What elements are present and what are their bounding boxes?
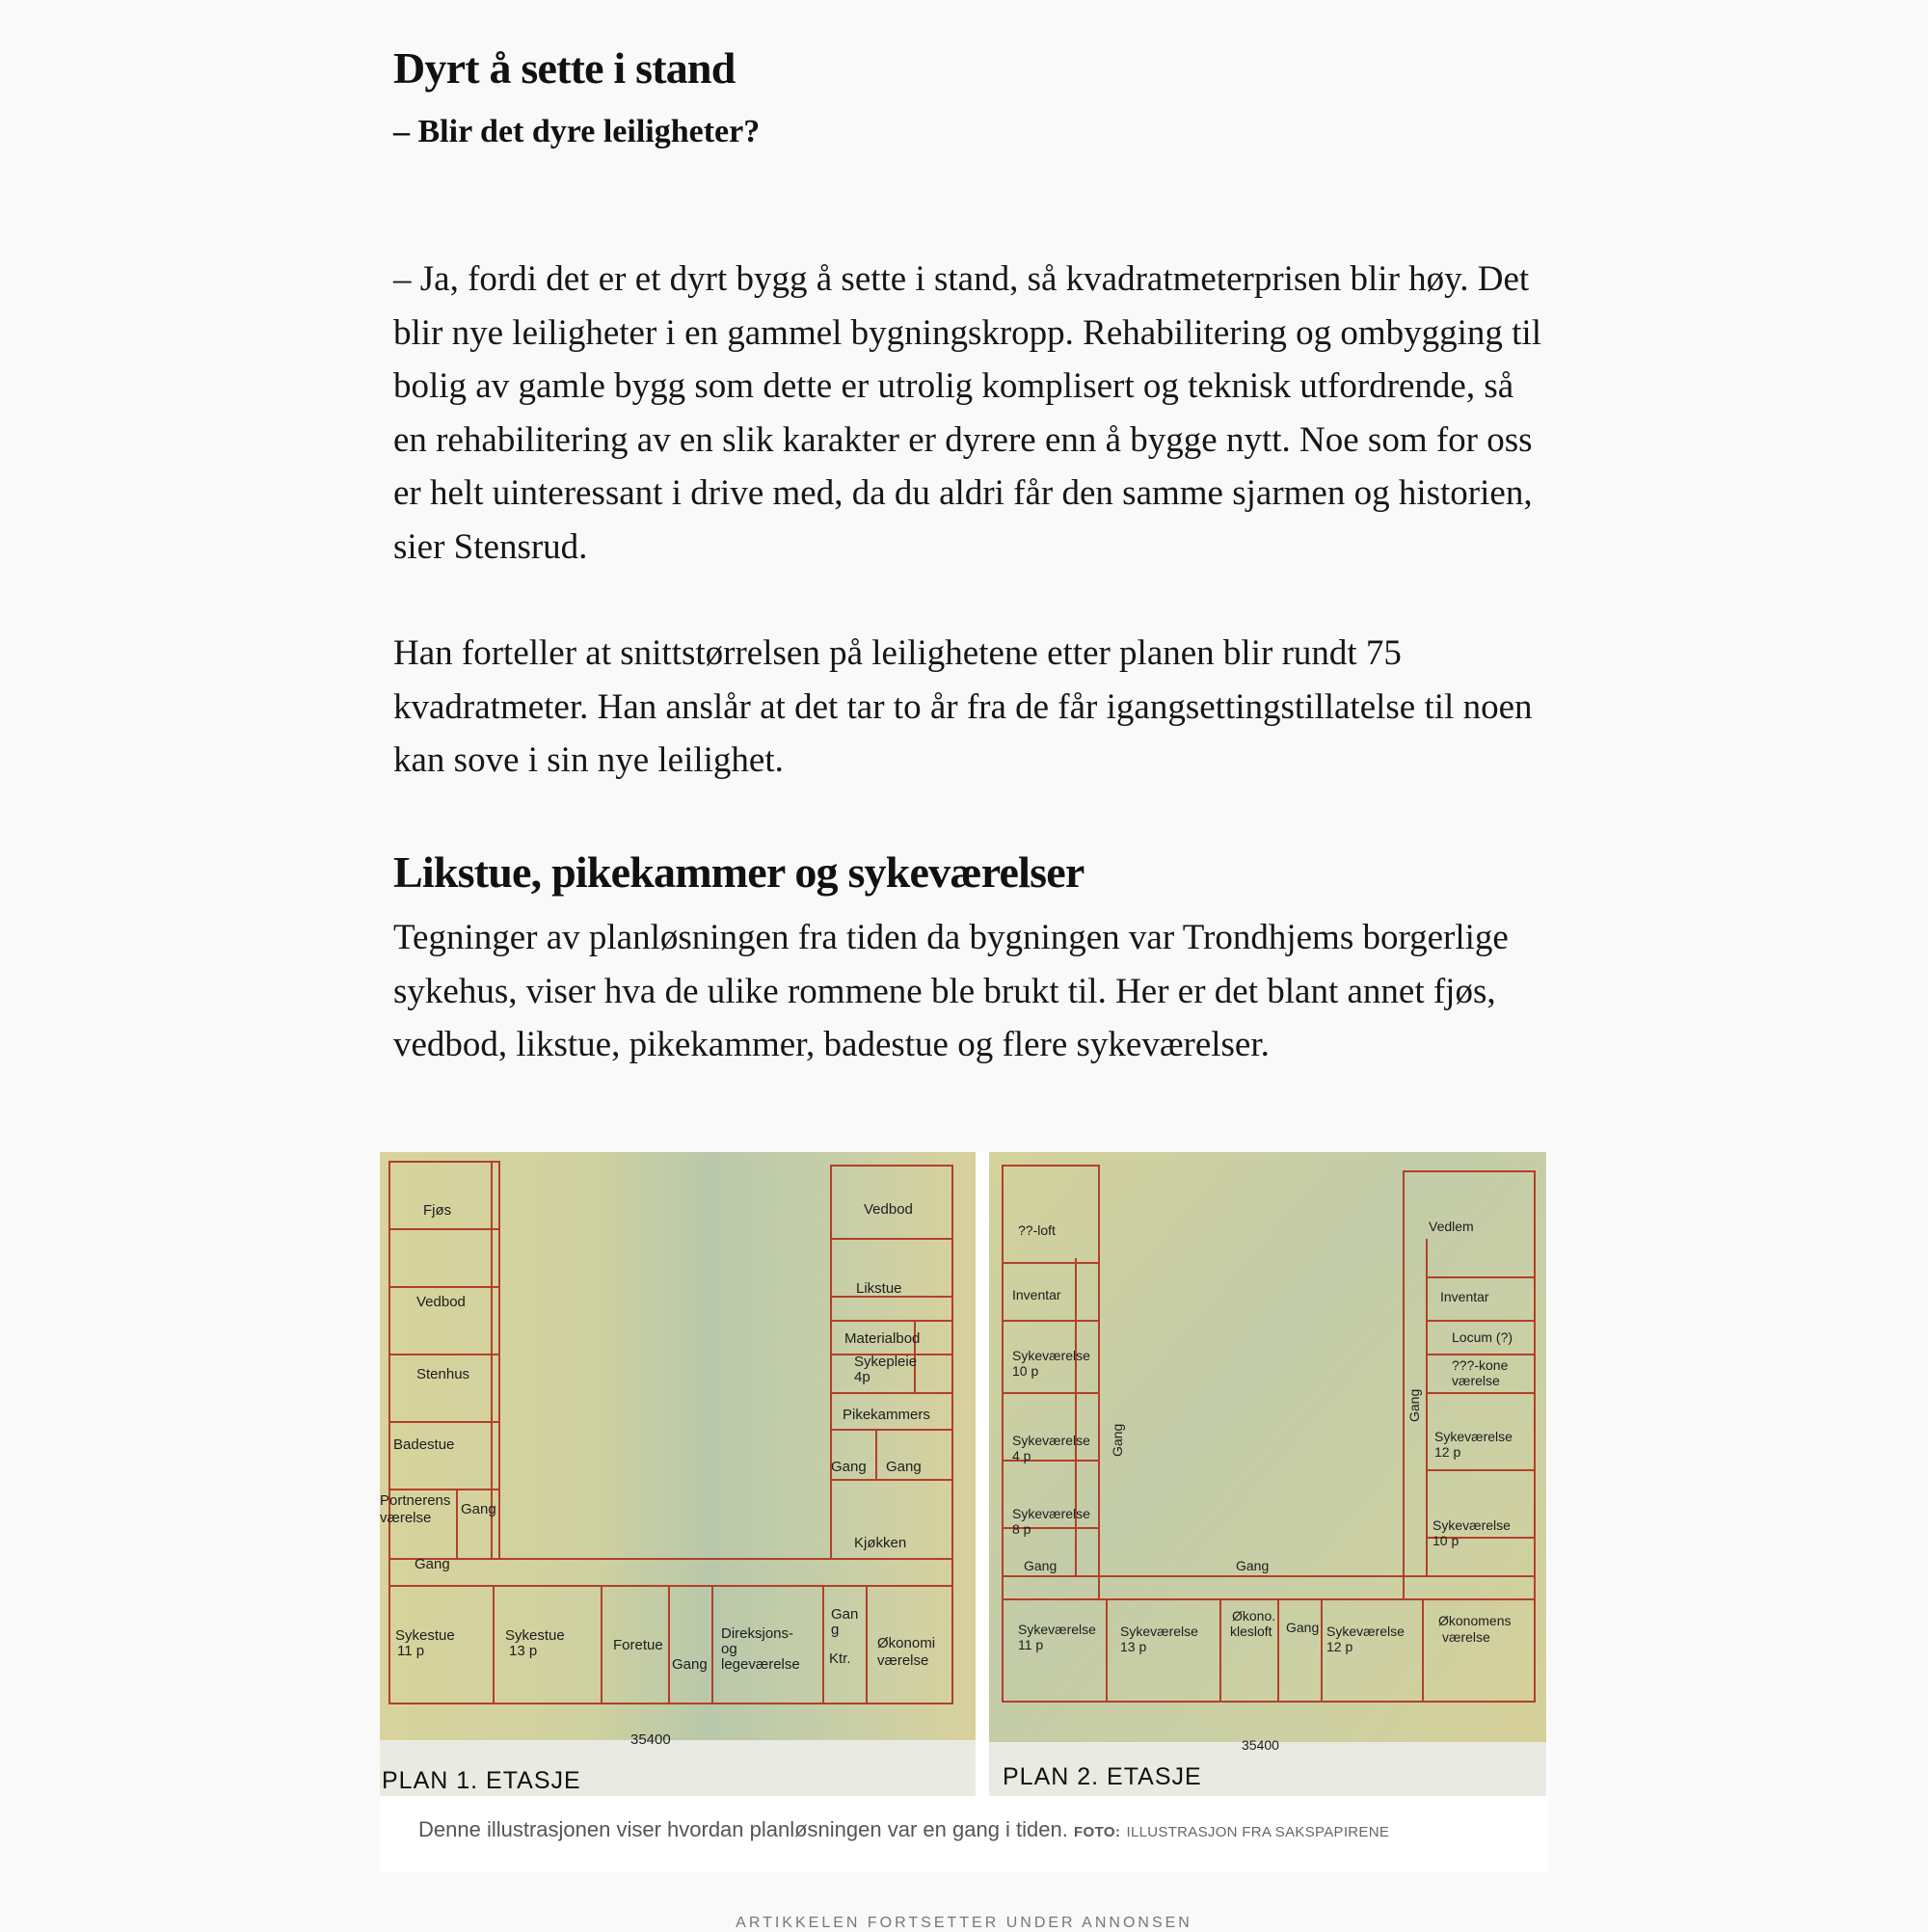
room-label: Gang (1236, 1558, 1270, 1573)
room-label: Sykeværelse (1433, 1517, 1511, 1533)
plan-2-title: PLAN 2. ETASJE (1003, 1763, 1202, 1790)
room-label: 8 p (1012, 1521, 1031, 1537)
room-label: 11 p (397, 1643, 425, 1659)
room-label: Locum (?) (1452, 1329, 1513, 1345)
room-label: Vedlem (1429, 1219, 1474, 1234)
room-label: Sykestue (505, 1627, 565, 1644)
paragraph-drawings: Tegninger av planløsningen fra tiden da bygningen var Trondhjems borgerlige sykehus, viser hva de ulike rommene ble brukt til. Her er det blant annet fjøs, vedbod, likstue, pikekammer, badestue og flere sykeværelser. (393, 918, 1509, 1064)
room-label: Sykeværelse (1434, 1429, 1513, 1444)
room-label: Ktr. (829, 1650, 851, 1667)
figure-caption (418, 1817, 1389, 1842)
floor-plan-2-image[interactable] (989, 1152, 1546, 1796)
room-label: Sykeværelse (1018, 1622, 1096, 1637)
room-label: Inventar (1440, 1289, 1489, 1304)
section-heading-dyrt: Dyrt å sette i stand (393, 43, 736, 93)
plan-number: 35400 (1242, 1737, 1279, 1753)
room-label: legeværelse (721, 1656, 800, 1673)
room-label: Inventar (1012, 1287, 1061, 1302)
caption-text: Denne illustrasjonen viser hvordan planløsningen var en gang i tiden. (418, 1817, 1068, 1841)
room-label: Direksjons- (721, 1625, 794, 1642)
paragraph-answer: – Ja, fordi det er et dyrt bygg å sette i stand, så kvadratmeterprisen blir høy. Det blir nye leiligheter i en gammel bygningskropp. Rehabilitering og ombygging til bolig av gamle bygg som dette er utrolig komplisert og teknisk utfordrende, så en rehabilitering av en slik karakter er dyrere enn å bygge nytt. Noe som for oss er helt uinteressant i drive med, da du aldri får den samme sjarmen og historien, sier Stensrud. (393, 259, 1541, 567)
room-label: Vedbod (416, 1294, 466, 1310)
photo-credit-label: FOTO: (1073, 1824, 1121, 1840)
room-label: Gan (831, 1606, 859, 1623)
room-label: g (831, 1622, 840, 1638)
room-label: 4 p (1012, 1448, 1031, 1463)
plan-1-title: PLAN 1. ETASJE (382, 1767, 581, 1794)
room-label: Gang (461, 1501, 496, 1517)
room-label: 12 p (1326, 1639, 1353, 1654)
room-label: 12 p (1434, 1444, 1461, 1460)
room-label: ???-kone (1452, 1357, 1509, 1373)
room-label: Gang (1406, 1388, 1422, 1422)
room-label: Gang (1286, 1620, 1320, 1635)
room-label: Badestue (393, 1436, 455, 1453)
room-label: Sykeværelse (1012, 1506, 1090, 1521)
room-label: Gang (672, 1656, 708, 1673)
interview-question: – Blir det dyre leiligheter? (393, 114, 761, 149)
room-label: Kjøkken (854, 1535, 907, 1551)
room-label: Fjøs (423, 1202, 452, 1219)
room-label: Vedbod (864, 1201, 913, 1218)
room-label: ??-loft (1018, 1222, 1056, 1238)
room-label: Stenhus (416, 1366, 470, 1382)
room-label: Sykeværelse (1120, 1623, 1198, 1639)
floor-plan-figure (380, 1152, 1548, 1872)
room-label: værelse (380, 1510, 432, 1526)
room-label: Sykestue (395, 1627, 455, 1644)
photo-credit: ILLUSTRASJON FRA SAKSPAPIRENE (1126, 1824, 1390, 1840)
room-label: Gang (886, 1459, 922, 1475)
room-label: værelse (1442, 1629, 1490, 1645)
room-label: værelse (877, 1652, 929, 1669)
paragraph-apartment-size: Han forteller at snittstørrelsen på leilighetene etter planen blir rundt 75 kvadratmeter. Han anslår at det tar to år fra de får igangsettingstillatelse til noen kan sove i sin nye leilighet. (393, 633, 1533, 780)
room-label: Sykeværelse (1012, 1433, 1090, 1448)
room-label: 10 p (1433, 1533, 1459, 1548)
room-label: Likstue (856, 1280, 902, 1297)
room-label: Økonomi (877, 1635, 936, 1651)
room-label: Sykeværelse (1326, 1623, 1405, 1639)
room-label: 11 p (1018, 1637, 1044, 1652)
room-label: Gang (1024, 1558, 1058, 1573)
room-label: Sykeværelse (1012, 1348, 1090, 1363)
room-label: Gang (1110, 1423, 1125, 1457)
room-label: Økono. (1232, 1608, 1276, 1623)
plan-number: 35400 (630, 1731, 671, 1748)
room-label: Gang (831, 1459, 867, 1475)
floor-plan-1-image[interactable] (380, 1152, 976, 1796)
room-label: klesloft (1230, 1623, 1272, 1639)
room-label: Portnerens (380, 1492, 451, 1509)
room-label: værelse (1452, 1373, 1500, 1388)
room-label: Pikekammers (843, 1407, 930, 1423)
room-label: Gang (415, 1556, 450, 1572)
room-label: 13 p (1120, 1639, 1147, 1654)
room-label: 4p (854, 1369, 870, 1385)
room-label: Foretue (613, 1637, 663, 1653)
section-heading-likstue: Likstue, pikekammer og sykeværelser (393, 847, 1084, 897)
room-label: 10 p (1012, 1363, 1039, 1379)
room-label: Materialbod (844, 1330, 921, 1347)
room-label: Sykepleie (854, 1354, 918, 1370)
room-label: 13 p (509, 1643, 538, 1659)
room-label: og (721, 1641, 737, 1657)
room-label: Økonomens (1438, 1613, 1512, 1628)
ad-continuation-notice: ARTIKKELEN FORTSETTER UNDER ANNONSEN (736, 1915, 1192, 1931)
